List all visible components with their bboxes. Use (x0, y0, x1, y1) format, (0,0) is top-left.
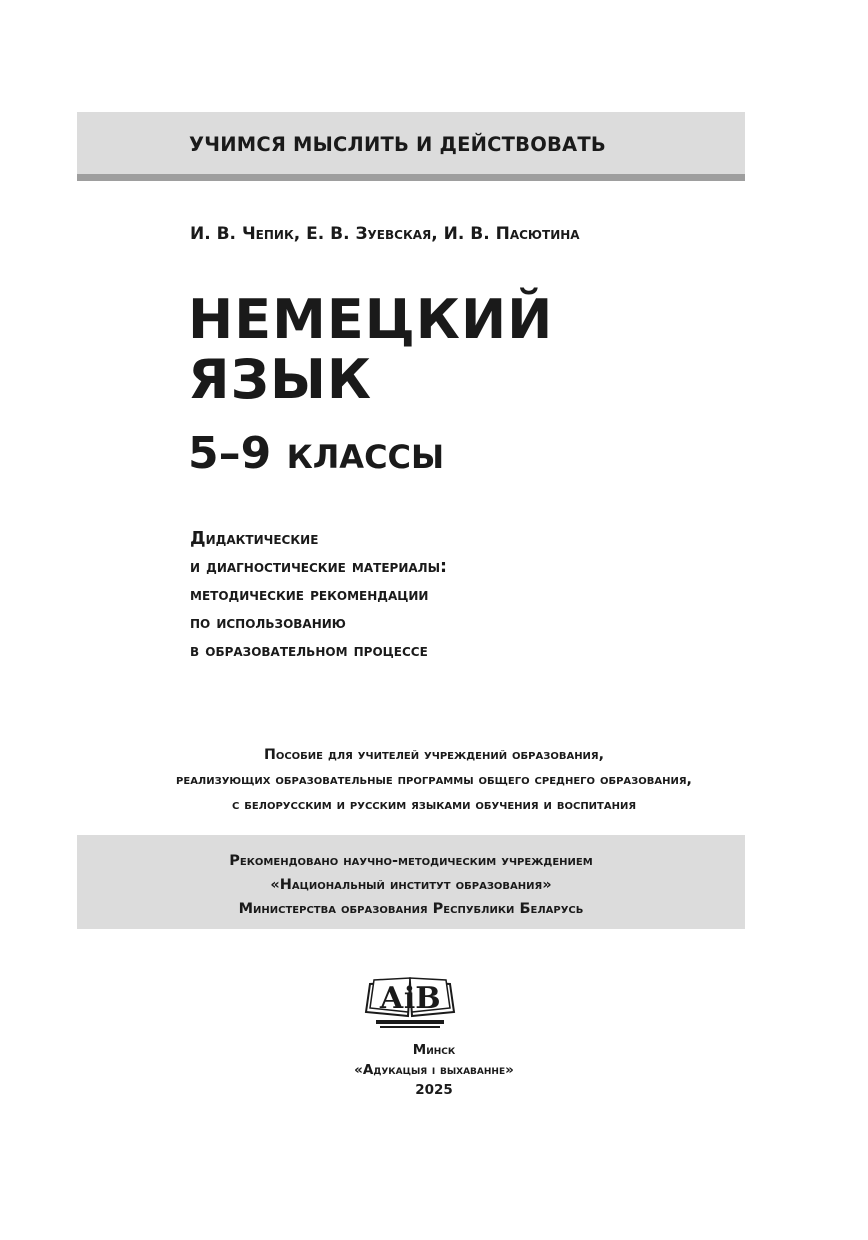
series-title: УЧИМСЯ МЫСЛИТЬ И ДЕЙСТВОВАТЬ (189, 133, 606, 156)
subtitle-line: методические рекомендации (190, 585, 429, 605)
recommendation-banner (77, 835, 745, 929)
audience-line: реализующих образовательные программы общего среднего образования, (176, 772, 692, 788)
publisher-logo-text: АіВ (379, 981, 441, 1016)
imprint (0, 1040, 868, 1100)
audience-line: Пособие для учителей учреждений образования, (263, 747, 605, 763)
grades-word: КЛАССЫ (286, 438, 445, 476)
book-title-line-2: ЯЗЫК (188, 348, 373, 411)
subtitle-line: по использованию (190, 613, 346, 633)
audience-line: с белорусским и русским языками обучения и воспитания (231, 797, 637, 813)
subtitle (190, 525, 447, 665)
subtitle-line: в образовательном процессе (190, 641, 428, 661)
publication-year: 2025 (415, 1082, 453, 1098)
subtitle-line: Дидактические (190, 529, 319, 549)
authors: И. В. Чепик, Е. В. Зуевская, И. В. Пасютина (190, 224, 580, 244)
recommendation-text (77, 849, 745, 921)
book-title-line-1: НЕМЕЦКИЙ (188, 288, 554, 351)
audience-note (0, 743, 868, 818)
series-banner (77, 112, 745, 181)
recommendation-line: «Национальный институт образования» (270, 877, 552, 893)
grades-number: 5–9 (188, 428, 272, 479)
grades-heading (188, 428, 445, 479)
recommendation-line: Министерства образования Республики Беларусь (238, 901, 584, 917)
subtitle-line: и диагностические материалы: (190, 557, 448, 577)
publisher-logo-icon (364, 972, 456, 1034)
recommendation-line: Рекомендовано научно-методическим учреждением (229, 853, 593, 869)
publisher-city: Минск (412, 1042, 456, 1058)
publisher-name: «Адукацыя і выхаванне» (354, 1062, 514, 1078)
